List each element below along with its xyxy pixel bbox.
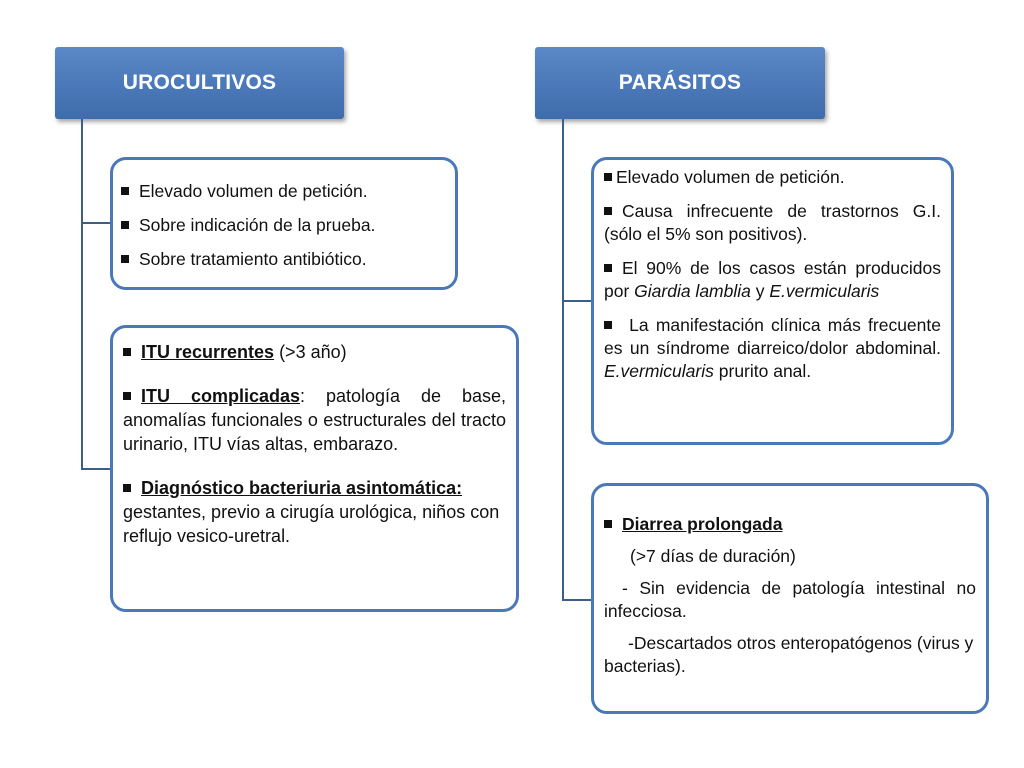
square-bullet-icon [604,173,612,181]
urocultivos-reasons-list [121,179,445,271]
list-item: El 90% de los casos están producidos por Giardia lamblia y E.vermicularis [604,258,941,301]
list-item: Causa infrecuente de trastornos G.I.(sólo el 5% son positivos). [604,201,941,244]
square-bullet-icon [123,392,131,400]
right-connector-vertical [562,119,564,600]
square-bullet-icon [121,187,129,195]
square-bullet-icon [604,321,612,329]
diarrea-prolongada-title: Diarrea prolongada [604,513,976,536]
square-bullet-icon [604,264,612,272]
right-connector-branch-1 [562,300,591,302]
square-bullet-icon [121,221,129,229]
parasitos-diarrhea-box [591,483,989,714]
urocultivos-reasons-box [110,157,458,290]
urocultivos-header-label: UROCULTIVOS [122,71,277,94]
indication-bacteriuria-asintomatica: Diagnóstico bacteriuria asintomática: gestantes, previo a cirugía urológica, niños con reflujo vesico-uretral. [123,478,500,546]
square-bullet-icon [604,520,612,528]
parasitos-reasons-box [591,157,954,445]
indication-itu-complicadas: ITU complicadas: patología de base, anomalías funcionales o estructurales del tracto urinario, ITU vías altas, embarazo. [123,386,506,454]
list-item: Sobre indicación de la prueba. [121,213,445,237]
left-connector-vertical [81,119,83,469]
parasitos-header [535,47,825,119]
urocultivos-indications-box [110,325,519,612]
list-item: - Sin evidencia de patología intestinal no infecciosa. [604,578,976,621]
list-item: Elevado volumen de petición. [604,166,941,189]
list-item: Sobre tratamiento antibiótico. [121,247,445,271]
square-bullet-icon [121,255,129,263]
square-bullet-icon [604,207,612,215]
list-item: -Descartados otros enteropatógenos (virus y bacterias). [604,633,974,676]
left-connector-branch-1 [81,222,110,224]
right-connector-branch-2 [562,599,591,601]
list-item: Elevado volumen de petición. [121,179,445,203]
list-item: La manifestación clínica más frecuente es un síndrome diarreico/dolor abdominal. E.vermicularis prurito anal. [604,315,941,381]
indication-itu-recurrentes: ITU recurrentes (>3 año) [123,340,506,364]
left-connector-branch-2 [81,468,110,470]
urocultivos-header [55,47,344,119]
parasitos-header-label: PARÁSITOS [618,71,742,94]
square-bullet-icon [123,484,131,492]
square-bullet-icon [123,348,131,356]
list-item: (>7 días de duración) [630,546,796,566]
